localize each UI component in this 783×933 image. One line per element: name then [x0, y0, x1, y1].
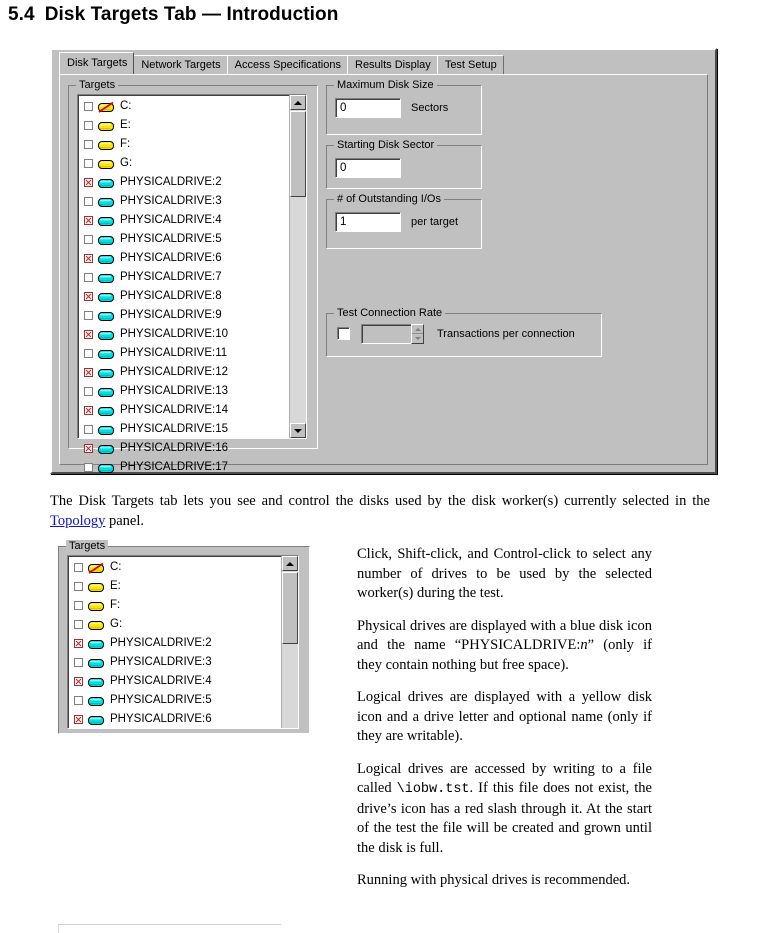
- target-name-label: F:: [120, 137, 131, 150]
- target-list-item[interactable]: [78, 173, 289, 192]
- checkbox-icon[interactable]: [84, 311, 93, 320]
- target-name-label: C:: [120, 99, 132, 112]
- checkbox-icon[interactable]: [84, 102, 93, 111]
- side-p2-part-a: Physical drives are displayed with a blue disk icon and the name “PHYSICALDRIVE:: [357, 617, 652, 653]
- physical-disk-icon: [98, 463, 114, 473]
- target-name-label: PHYSICALDRIVE:3: [120, 194, 222, 207]
- physical-disk-icon: [88, 696, 104, 706]
- checkbox-icon[interactable]: [84, 140, 93, 149]
- spinner-down-icon: [415, 337, 421, 340]
- target-name-label: PHYSICALDRIVE:5: [110, 693, 212, 706]
- checkbox-checked-icon[interactable]: [84, 368, 93, 377]
- detail-targets-groupbox: [58, 540, 310, 734]
- target-name-label: PHYSICALDRIVE:11: [120, 346, 228, 359]
- physical-disk-icon: [98, 368, 114, 378]
- target-list-item[interactable]: [78, 192, 289, 211]
- target-name-label: PHYSICALDRIVE:7: [120, 270, 222, 283]
- tab-label: Test Setup: [444, 59, 497, 71]
- target-list-item[interactable]: [68, 634, 281, 653]
- checkbox-checked-icon[interactable]: [84, 444, 93, 453]
- physical-disk-icon: [98, 387, 114, 397]
- physical-disk-icon: [98, 406, 114, 416]
- target-list-item[interactable]: [78, 154, 289, 173]
- side-explanation-text: [357, 545, 652, 891]
- intro-text-part1: The Disk Targets tab lets you see and control the disks used by the disk worker(s) currently selected in the: [50, 493, 710, 509]
- target-name-label: PHYSICALDRIVE:2: [120, 175, 222, 188]
- maximum-disk-size-groupbox: [326, 79, 482, 135]
- starting-disk-sector-groupbox: [326, 139, 482, 189]
- checkbox-checked-icon[interactable]: [84, 216, 93, 225]
- checkbox-icon[interactable]: [84, 235, 93, 244]
- target-list-item[interactable]: [68, 691, 281, 710]
- target-list-item[interactable]: [68, 596, 281, 615]
- checkbox-icon[interactable]: [74, 601, 83, 610]
- transactions-spinner[interactable]: [411, 324, 424, 344]
- checkbox-icon[interactable]: [84, 425, 93, 434]
- target-name-label: PHYSICALDRIVE:15: [120, 422, 229, 435]
- dialog-inner: [55, 53, 712, 473]
- targets-listbox[interactable]: [77, 94, 307, 473]
- maximum-disk-size-input[interactable]: 0: [335, 98, 401, 118]
- tab-results-display[interactable]: [347, 55, 438, 74]
- iobw-filename: \iobw.tst: [396, 782, 470, 797]
- physical-disk-icon: [98, 216, 114, 226]
- target-name-label: PHYSICALDRIVE:3: [110, 655, 212, 668]
- target-name-label: F:: [110, 598, 121, 611]
- outstanding-ios-unit: per target: [411, 216, 459, 228]
- detail-targets-scrollbar[interactable]: [281, 556, 298, 728]
- tab-label: Disk Targets: [67, 57, 128, 69]
- targets-group-label: Targets: [76, 79, 118, 91]
- target-list-item[interactable]: [78, 116, 289, 135]
- physical-disk-icon: [88, 715, 104, 725]
- side-p4-part-a: Logical drives are accessed by writing to a file called: [357, 760, 652, 796]
- starting-disk-sector-label: Starting Disk Sector: [334, 139, 437, 151]
- physical-disk-icon: [88, 677, 104, 687]
- checkbox-icon[interactable]: [84, 387, 93, 396]
- physical-disk-icon: [98, 311, 114, 321]
- checkbox-checked-icon[interactable]: [74, 639, 83, 648]
- target-name-label: PHYSICALDRIVE:4: [110, 674, 212, 687]
- side-p2-italic-n: n: [580, 637, 588, 653]
- target-name-label: PHYSICALDRIVE:10: [120, 327, 229, 340]
- section-title-text: Disk Targets Tab — Introduction: [44, 4, 339, 25]
- target-list-item[interactable]: [78, 401, 289, 420]
- tab-page-disk-targets: [59, 74, 708, 473]
- target-name-label: PHYSICALDRIVE:6: [120, 251, 222, 264]
- checkbox-icon[interactable]: [74, 658, 83, 667]
- section-number: 5.4: [8, 4, 35, 25]
- detail-targets-list-viewport: [68, 556, 281, 728]
- spinner-down-button[interactable]: [412, 334, 423, 343]
- target-name-label: PHYSICALDRIVE:16: [120, 441, 229, 454]
- tab-disk-targets[interactable]: [59, 52, 134, 74]
- side-paragraph-5: Running with physical drives is recommended.: [357, 872, 631, 888]
- tab-network-targets[interactable]: [133, 55, 227, 74]
- page-title: [8, 4, 338, 26]
- side-paragraph-3: Logical drives are displayed with a yellow disk icon and a drive letter and optional name (only if they are writable).: [357, 689, 652, 744]
- target-name-label: PHYSICALDRIVE:14: [120, 403, 229, 416]
- arrow-down-icon: [294, 429, 302, 433]
- physical-disk-icon: [98, 349, 114, 359]
- target-list-item[interactable]: [68, 672, 281, 691]
- target-name-label: PHYSICALDRIVE:6: [110, 712, 212, 725]
- arrow-up-icon: [286, 562, 294, 566]
- target-list-item[interactable]: [78, 249, 289, 268]
- intro-text-part2: panel.: [105, 512, 145, 529]
- logical-disk-icon: [88, 582, 104, 592]
- detail-scroll-up-button[interactable]: [282, 556, 298, 571]
- physical-disk-icon: [88, 658, 104, 668]
- scroll-down-button[interactable]: [290, 423, 306, 438]
- side-paragraph-2: [357, 617, 652, 676]
- tab-label: Access Specifications: [234, 59, 341, 71]
- target-name-label: E:: [120, 118, 131, 131]
- logical-disk-icon: [88, 620, 104, 630]
- arrow-up-icon: [294, 101, 302, 105]
- target-list-item[interactable]: [68, 653, 281, 672]
- target-list-item[interactable]: [78, 420, 289, 439]
- targets-list-viewport: [78, 95, 289, 473]
- target-name-label: G:: [120, 156, 133, 169]
- checkbox-icon[interactable]: [74, 563, 83, 572]
- target-list-item[interactable]: [78, 135, 289, 154]
- target-name-label: PHYSICALDRIVE:17: [120, 460, 229, 473]
- target-name-label: PHYSICALDRIVE:2: [110, 636, 212, 649]
- target-list-item[interactable]: [78, 211, 289, 230]
- targets-groupbox: [68, 79, 318, 473]
- outstanding-ios-groupbox: [326, 193, 482, 249]
- target-list-item[interactable]: [78, 230, 289, 249]
- checkbox-checked-icon[interactable]: [84, 178, 93, 187]
- logical-disk-icon: [98, 140, 114, 150]
- checkbox-checked-icon[interactable]: [74, 677, 83, 686]
- target-name-label: PHYSICALDRIVE:5: [120, 232, 222, 245]
- target-list-item[interactable]: [68, 615, 281, 634]
- checkbox-icon[interactable]: [74, 582, 83, 591]
- detail-scrollbar-thumb[interactable]: [282, 572, 298, 644]
- physical-disk-icon: [98, 444, 114, 454]
- detail-targets-listbox[interactable]: [67, 555, 299, 729]
- tab-label: Results Display: [355, 59, 431, 71]
- target-name-label: G:: [110, 617, 123, 630]
- iometer-dialog: [50, 48, 717, 474]
- logical-disk-icon: [98, 121, 114, 131]
- logical-disk-icon: [88, 601, 104, 611]
- physical-disk-icon: [98, 292, 114, 302]
- checkbox-icon[interactable]: [74, 620, 83, 629]
- physical-disk-icon: [98, 273, 114, 283]
- test-connection-rate-label: Test Connection Rate: [334, 307, 445, 319]
- side-p2-part-b: ” (only if they contain nothing but free space).: [357, 637, 652, 673]
- maximum-disk-size-unit: Sectors: [411, 102, 449, 114]
- checkbox-icon[interactable]: [84, 273, 93, 282]
- target-list-item[interactable]: [78, 306, 289, 325]
- topology-link[interactable]: Topology: [50, 512, 106, 529]
- target-list-item[interactable]: [78, 439, 289, 458]
- target-list-item[interactable]: [78, 382, 289, 401]
- outstanding-ios-input[interactable]: 1: [335, 212, 401, 232]
- target-name-label: E:: [110, 579, 121, 592]
- target-list-item[interactable]: [68, 558, 281, 577]
- physical-disk-icon: [98, 254, 114, 264]
- transactions-per-connection-unit: Transactions per connection: [437, 328, 575, 340]
- side-p4-part-b: . If this file does not exist, the drive’s icon has a red slash through it. At the start of the test the file will be created and grown until the disk is full.: [357, 780, 652, 856]
- target-list-item[interactable]: [78, 287, 289, 306]
- target-name-label: PHYSICALDRIVE:12: [120, 365, 229, 378]
- physical-disk-icon: [98, 178, 114, 188]
- physical-disk-icon: [98, 330, 114, 340]
- checkbox-checked-icon[interactable]: [84, 330, 93, 339]
- test-connection-rate-groupbox: [326, 307, 602, 357]
- tab-test-setup[interactable]: [437, 55, 504, 74]
- checkbox-checked-icon[interactable]: [84, 406, 93, 415]
- next-panel-stub: [58, 924, 281, 933]
- checkbox-icon[interactable]: [84, 349, 93, 358]
- detail-targets-group-label: Targets: [66, 540, 108, 552]
- target-name-label: C:: [110, 560, 122, 573]
- starting-disk-sector-input[interactable]: 0: [335, 158, 401, 178]
- checkbox-icon[interactable]: [84, 159, 93, 168]
- target-list-item[interactable]: [78, 344, 289, 363]
- target-name-label: PHYSICALDRIVE:9: [120, 308, 222, 321]
- target-name-label: PHYSICALDRIVE:13: [120, 384, 229, 397]
- scrollbar-thumb[interactable]: [290, 111, 306, 197]
- target-list-item[interactable]: [78, 325, 289, 344]
- targets-scrollbar[interactable]: [289, 95, 306, 438]
- spinner-up-button[interactable]: [412, 325, 423, 334]
- tab-label: Network Targets: [141, 59, 221, 71]
- checkbox-icon[interactable]: [84, 197, 93, 206]
- physical-disk-icon: [98, 235, 114, 245]
- checkbox-icon[interactable]: [74, 696, 83, 705]
- checkbox-icon[interactable]: [84, 463, 93, 472]
- side-paragraph-4: [357, 760, 652, 859]
- target-name-label: PHYSICALDRIVE:4: [120, 213, 222, 226]
- target-list-item[interactable]: [78, 97, 289, 116]
- checkbox-checked-icon[interactable]: [84, 292, 93, 301]
- test-connection-rate-checkbox[interactable]: [337, 327, 350, 340]
- checkbox-checked-icon[interactable]: [74, 715, 83, 724]
- physical-disk-icon: [98, 425, 114, 435]
- target-list-item[interactable]: [68, 710, 281, 729]
- checkbox-icon[interactable]: [84, 121, 93, 130]
- physical-disk-icon: [88, 639, 104, 649]
- physical-disk-icon: [98, 197, 114, 207]
- target-name-label: PHYSICALDRIVE:8: [120, 289, 222, 302]
- target-list-item[interactable]: [78, 458, 289, 477]
- logical-disk-icon: [88, 563, 104, 573]
- outstanding-ios-label: # of Outstanding I/Os: [334, 193, 444, 205]
- intro-paragraph: [50, 492, 710, 531]
- maximum-disk-size-label: Maximum Disk Size: [334, 79, 437, 91]
- scroll-up-button[interactable]: [290, 95, 306, 110]
- target-list-item[interactable]: [78, 268, 289, 287]
- logical-disk-icon: [98, 102, 114, 112]
- target-list-item[interactable]: [78, 363, 289, 382]
- target-list-item[interactable]: [68, 577, 281, 596]
- tab-access-specifications[interactable]: [227, 55, 348, 74]
- spinner-up-icon: [415, 328, 421, 331]
- logical-disk-icon: [98, 159, 114, 169]
- checkbox-checked-icon[interactable]: [84, 254, 93, 263]
- side-paragraph-1: Click, Shift-click, and Control-click to select any number of drives to be used by the selected worker(s) during the test.: [357, 546, 652, 601]
- tab-strip: [59, 55, 503, 74]
